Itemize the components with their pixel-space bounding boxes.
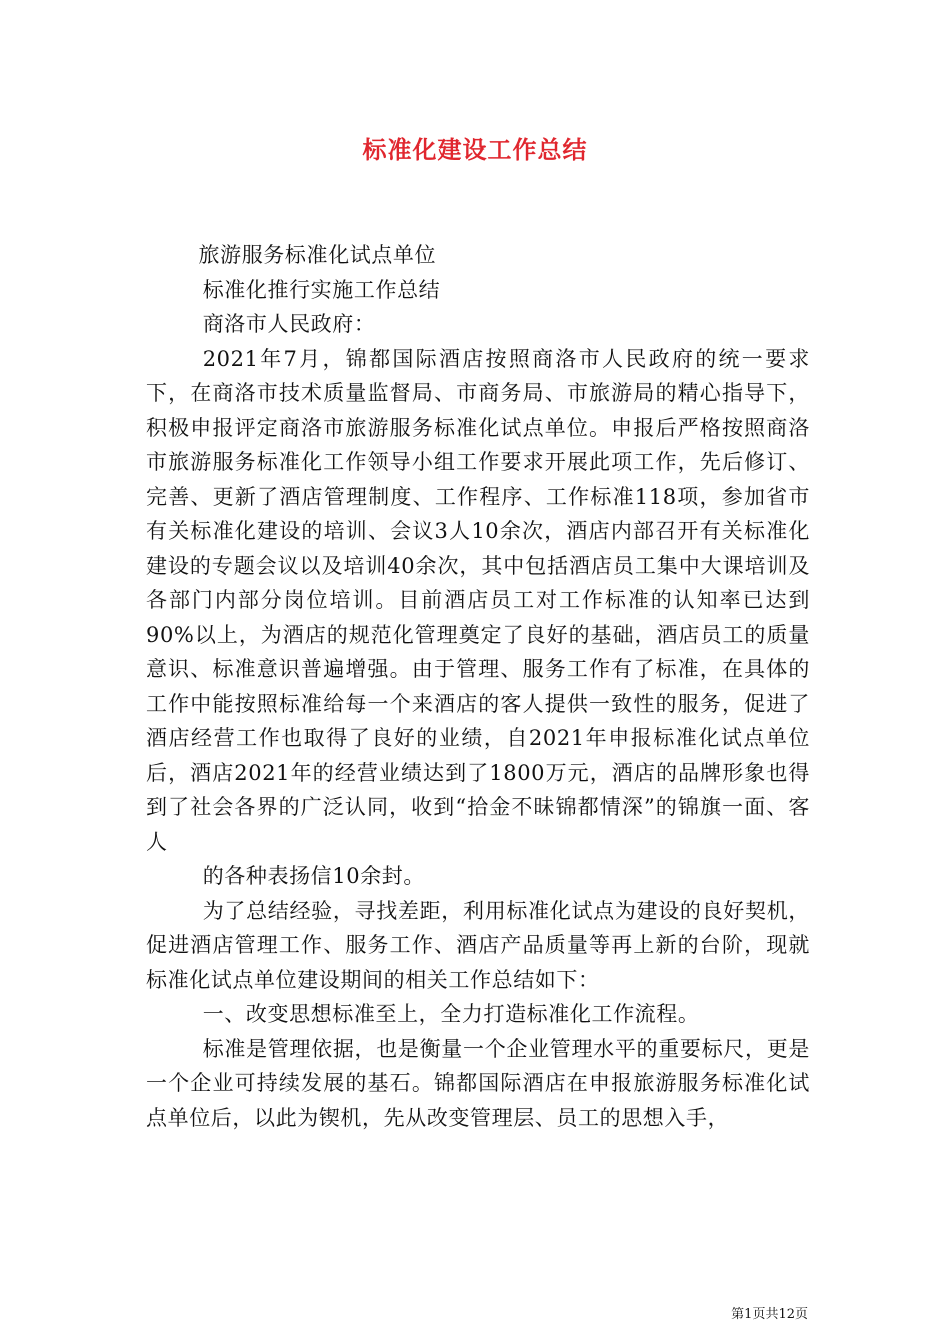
paragraph-body: 标准是管理依据，也是衡量一个企业管理水平的重要标尺，更是一个企业可持续发展的基石。锦都国际酒店在申报旅游服务标准化试点单位后，以此为锲机，先从改变管理层、员工的思想入手， <box>146 1036 810 1130</box>
paragraph-subtitle-unit: 旅游服务标准化试点单位 <box>198 243 437 267</box>
page-number: 第1页共12页 <box>731 1307 808 1322</box>
paragraph-body-continued: 的各种表扬信10余封。 <box>202 864 426 888</box>
paragraph-section-heading: 一、改变思想标准至上，全力打造标准化工作流程。 <box>202 1002 700 1026</box>
document-title: 标准化建设工作总结 <box>362 135 588 164</box>
paragraph-body: 为了总结经验，寻找差距，利用标准化试点为建设的良好契机，促进酒店管理工作、服务工作、酒店产品质量等再上新的台阶，现就标准化试点单位建设期间的相关工作总结如下： <box>146 898 810 992</box>
document-body <box>146 238 810 1135</box>
paragraph-body: 2021年7月，锦都国际酒店按照商洛市人民政府的统一要求下，在商洛市技术质量监督局、市商务局、市旅游局的精心指导下，积极申报评定商洛市旅游服务标准化试点单位。申报后严格按照商洛市旅游服务标准化工作领导小组工作要求开展此项工作，先后修订、完善、更新了酒店管理制度、工作程序、工作标准118项，参加省市有关标准化建设的培训、会议3人10余次，酒店内部召开有关标准化建设的专题会议以及培训40余次，其中包括酒店员工集中大课培训及各部门内部分岗位培训。目前酒店员工对工作标准的认知率已达到90%以上，为酒店的规范化管理奠定了良好的基础，酒店员工的质量意识、标准意识普遍增强。由于管理、服务工作有了标准，在具体的工作中能按照标准给每一个来酒店的客人提供一致性的服务，促进了酒店经营工作也取得了良好的业绩，自2021年申报标准化试点单位后，酒店2021年的经营业绩达到了1800万元，酒店的品牌形象也得到了社会各界的广泛认同，收到“拾金不昧锦都情深”的锦旗一面、客人 <box>146 346 810 854</box>
paragraph-subtitle-summary: 标准化推行实施工作总结 <box>202 277 441 302</box>
paragraph-addressee: 商洛市人民政府： <box>202 312 376 336</box>
